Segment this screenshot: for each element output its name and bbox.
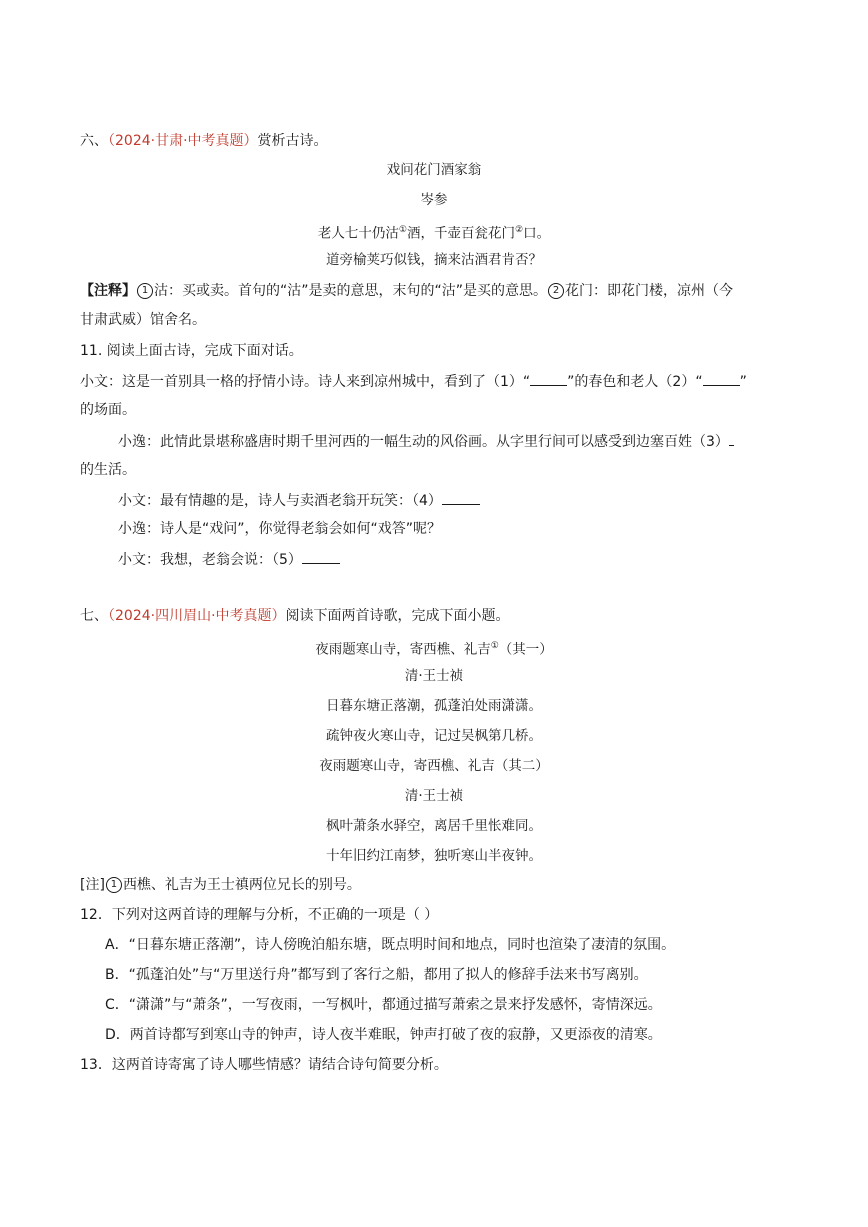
answer-blank-4[interactable]	[442, 490, 480, 505]
dialogue-4: 小逸：诗人是“戏问”，你觉得老翁会如何“戏答”呢？	[118, 521, 442, 537]
poem-line-1	[0, 220, 868, 244]
poem1-line-2: 疏钟夜火寒山寺，记过吴枫第几桥。	[326, 728, 542, 744]
section7-annotation-label: [注]	[80, 877, 105, 893]
option-c[interactable]: C．“潇潇”与“萧条”，一写夜雨，一写枫叶，都通过描写萧索之景来抒发感怀，寄情深远。	[105, 997, 662, 1013]
poem-line-1-part-c: 口。	[523, 225, 551, 242]
option-b[interactable]: B．“孤蓬泊处”与“万里送行舟”都写到了客行之船，都用了拟人的修辞手法来书写离别。	[105, 967, 648, 983]
answer-blank-2[interactable]	[703, 371, 740, 386]
dialogue-1-part-b: ”的春色和老人（2）“	[567, 374, 703, 390]
poem-note-marker-1: ①	[398, 225, 407, 235]
section6-instruction: 赏析古诗。	[257, 133, 328, 149]
poem2-line-1: 枫叶萧条水驿空，离居千里怅难同。	[326, 818, 542, 834]
poem-line-1-part-a: 老人七十仍沽	[317, 225, 399, 242]
question-12: 12．下列对这两首诗的理解与分析，不正确的一项是（ ）	[80, 907, 439, 923]
annotation-text-1: 沽：买或卖。首句的“沽”是卖的意思，末句的“沽”是买的意思。	[154, 283, 548, 299]
poem1-author: 清·王士祯	[404, 668, 464, 684]
annotation-label: 【注释】	[80, 283, 136, 299]
answer-blank-3[interactable]	[729, 431, 734, 446]
poem1-title-suffix: （其一）	[498, 641, 553, 658]
poem1-title	[0, 636, 868, 660]
dialogue-1-part-c: ”	[739, 374, 747, 390]
dialogue-1	[80, 371, 747, 392]
dialogue-5	[118, 549, 340, 570]
dialogue-1-continued: 的场面。	[80, 402, 136, 418]
dialogue-2-continued: 的生活。	[80, 462, 136, 478]
annotation-text-2: 花门：即花门楼，凉州（今	[565, 283, 734, 299]
dialogue-5-text: 小文：我想，老翁会说：（5）	[118, 552, 302, 568]
option-d[interactable]: D．两首诗都写到寒山寺的钟声，诗人夜半难眠，钟声打破了夜的寂静，又更添夜的清寒。	[105, 1027, 662, 1043]
dialogue-2-text: 小逸：此情此景堪称盛唐时期千里河西的一幅生动的风俗画。从字里行间可以感受到边塞百姓（3）	[118, 434, 729, 450]
section7-annotation-text: 西樵、礼吉为王士禛两位兄长的别号。	[122, 877, 361, 893]
poem1-note-marker: ①	[490, 641, 499, 651]
poem2-line-2: 十年旧约江南梦，独听寒山半夜钟。	[326, 848, 542, 864]
poem2-author: 清·王士祯	[404, 788, 464, 804]
poem-line-1-part-b: 酒，千壶百瓮花门	[407, 225, 515, 242]
poem-title: 戏问花门酒家翁	[386, 162, 482, 178]
poem-note-marker-2: ②	[515, 225, 524, 235]
answer-blank-5[interactable]	[302, 549, 340, 564]
annotation	[80, 281, 733, 301]
poem-line-2: 道旁榆荚巧似钱，摘来沽酒君肯否？	[326, 252, 542, 268]
annotation-marker-1: 1	[137, 283, 153, 299]
dialogue-1-part-a: 小文：这是一首别具一格的抒情小诗。诗人来到凉州城中，看到了（1）“	[80, 374, 531, 390]
annotation-marker-2: 2	[548, 283, 564, 299]
section7-instruction: 阅读下面两首诗歌，完成下面小题。	[285, 608, 510, 624]
question-11: 11. 阅读上面古诗，完成下面对话。	[80, 343, 303, 359]
dialogue-3	[118, 490, 480, 511]
poem2-title: 夜雨题寒山寺，寄西樵、礼吉（其二）	[319, 758, 549, 774]
section6-heading	[80, 131, 328, 151]
section6-number: 六、	[80, 133, 108, 149]
section7-annotation-marker: 1	[106, 877, 122, 893]
poem1-title-text: 夜雨题寒山寺，寄西樵、礼吉	[315, 641, 491, 658]
dialogue-3-text: 小文：最有情趣的是，诗人与卖酒老翁开玩笑：（4）	[118, 493, 442, 509]
option-a[interactable]: A．“日暮东塘正落潮”，诗人傍晚泊船东塘，既点明时间和地点，同时也渲染了凄清的氛围。	[105, 937, 676, 953]
section6-source: （2024·甘肃·中考真题）	[108, 133, 258, 149]
poem-author: 岑参	[420, 192, 448, 208]
section7-number: 七、	[80, 608, 108, 624]
poem1-line-1: 日暮东塘正落潮，孤蓬泊处雨潇潇。	[326, 698, 542, 714]
answer-blank-1[interactable]	[530, 371, 567, 386]
annotation-continued: 甘肃武威）馆舍名。	[80, 312, 206, 328]
section7-annotation	[80, 875, 361, 895]
dialogue-2	[118, 431, 734, 452]
section7-source: （2024·四川眉山·中考真题）	[108, 608, 286, 624]
section7-heading	[80, 606, 510, 626]
question-13: 13．这两首诗寄寓了诗人哪些情感？请结合诗句简要分析。	[80, 1057, 448, 1073]
